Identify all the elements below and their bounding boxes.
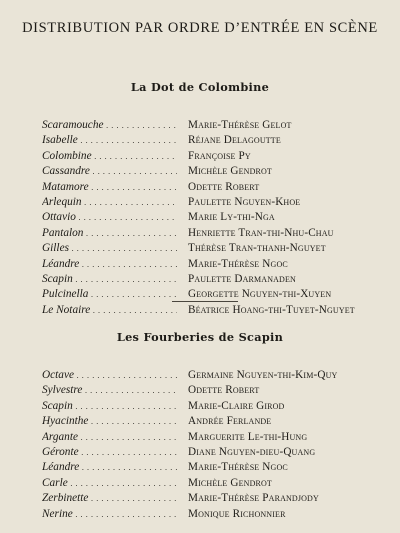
role-name: Léandre . . .: [42, 257, 177, 272]
cast-row: [42, 272, 382, 287]
cast-list-fourberies-de-scapin: [42, 368, 382, 522]
role-name: Carle . . .: [42, 476, 177, 491]
cast-row: [42, 149, 382, 164]
role-name: Pantalon . . .: [42, 226, 177, 241]
cast-row: [42, 445, 382, 460]
cast-row: [42, 133, 382, 148]
role-name: Scaramouche . . .: [42, 118, 177, 133]
actor-name: Marie-Thérèse Ngoc: [188, 461, 288, 474]
actor-name: Michèle Gendrot: [188, 476, 272, 489]
role-name: Octave . . .: [42, 368, 177, 383]
actor-name: Marie-Thérèse Gelot: [188, 119, 292, 131]
actor-name: Béatrice Hoang-thi-Tuyet-Nguyet: [188, 303, 355, 316]
cast-row: [42, 507, 382, 522]
role-name: Scapin . . .: [42, 272, 177, 287]
cast-row: [42, 383, 382, 398]
cast-row: [42, 210, 382, 225]
role-name: Scapin . . .: [42, 399, 177, 414]
actor-name: Odette Robert: [188, 384, 260, 397]
cast-row: [42, 491, 382, 506]
role-name: Cassandre . . .: [42, 164, 177, 179]
role-name: Pulcinella . . .: [42, 287, 177, 302]
cast-row: [42, 118, 382, 133]
cast-row: [42, 164, 382, 179]
role-name: Le Notaire . . .: [42, 303, 177, 318]
actor-name: Paulette Nguyen-Khoe: [188, 195, 301, 208]
cast-row: [42, 368, 382, 383]
role-name: Colombine . . .: [42, 149, 177, 164]
actor-name: Germaine Nguyen-thi-Kim-Quy: [188, 369, 338, 381]
section-divider: [172, 301, 238, 302]
actor-name: Michèle Gendrot: [188, 165, 272, 178]
cast-list-dot-de-colombine: [42, 118, 382, 318]
page-title: DISTRIBUTION PAR ORDRE D’ENTRÉE EN SCÈNE: [22, 20, 378, 36]
actor-name: Andrée Ferlande: [188, 415, 272, 428]
actor-name: Paulette Darmanaden: [188, 272, 296, 285]
actor-name: Henriette Tran-thi-Nhu-Chau: [188, 226, 334, 239]
section-title-dot-de-colombine: La Dot de Colombine: [130, 80, 270, 94]
cast-row: [42, 430, 382, 445]
actor-name: Georgette Nguyen-thi-Xuyen: [188, 288, 332, 301]
role-name: Nerine . . .: [42, 507, 177, 522]
cast-row: [42, 195, 382, 210]
role-name: Géronte . . .: [42, 445, 177, 460]
cast-row: [42, 257, 382, 272]
actor-name: Marie Ly-thi-Nga: [188, 211, 275, 224]
section-title-fourberies-de-scapin: Les Fourberies de Scapin: [116, 330, 284, 344]
actor-name: Marie-Claire Girod: [188, 399, 285, 412]
role-name: Zerbinette . . .: [42, 491, 177, 506]
cast-row: [42, 241, 382, 256]
role-name: Argante . . .: [42, 430, 177, 445]
role-name: Sylvestre . . .: [42, 383, 177, 398]
cast-row: [42, 303, 382, 318]
actor-name: Diane Nguyen-dieu-Quang: [188, 445, 316, 458]
actor-name: Thérèse Tran-thanh-Nguyet: [188, 242, 326, 255]
cast-row: [42, 460, 382, 475]
role-name: Arlequin . . .: [42, 195, 177, 210]
role-name: Matamore . . .: [42, 180, 177, 195]
cast-row: [42, 476, 382, 491]
role-name: Ottavio . . .: [42, 210, 177, 225]
cast-row: [42, 226, 382, 241]
actor-name: Odette Robert: [188, 180, 260, 193]
role-name: Léandre . . .: [42, 460, 177, 475]
role-name: Isabelle . . .: [42, 133, 177, 148]
role-name: Gilles . . .: [42, 241, 177, 256]
actor-name: Marie-Thérèse Parandjody: [188, 492, 319, 505]
actor-name: Françoise Py: [188, 149, 251, 162]
cast-row: [42, 399, 382, 414]
cast-row: [42, 180, 382, 195]
actor-name: Marie-Thérèse Ngoc: [188, 257, 288, 270]
actor-name: Marguerite Le-thi-Hung: [188, 430, 308, 443]
role-name: Hyacinthe . . .: [42, 414, 177, 429]
actor-name: Réjane Delagoutte: [188, 134, 281, 147]
cast-row: [42, 414, 382, 429]
actor-name: Monique Richonnier: [188, 507, 286, 520]
